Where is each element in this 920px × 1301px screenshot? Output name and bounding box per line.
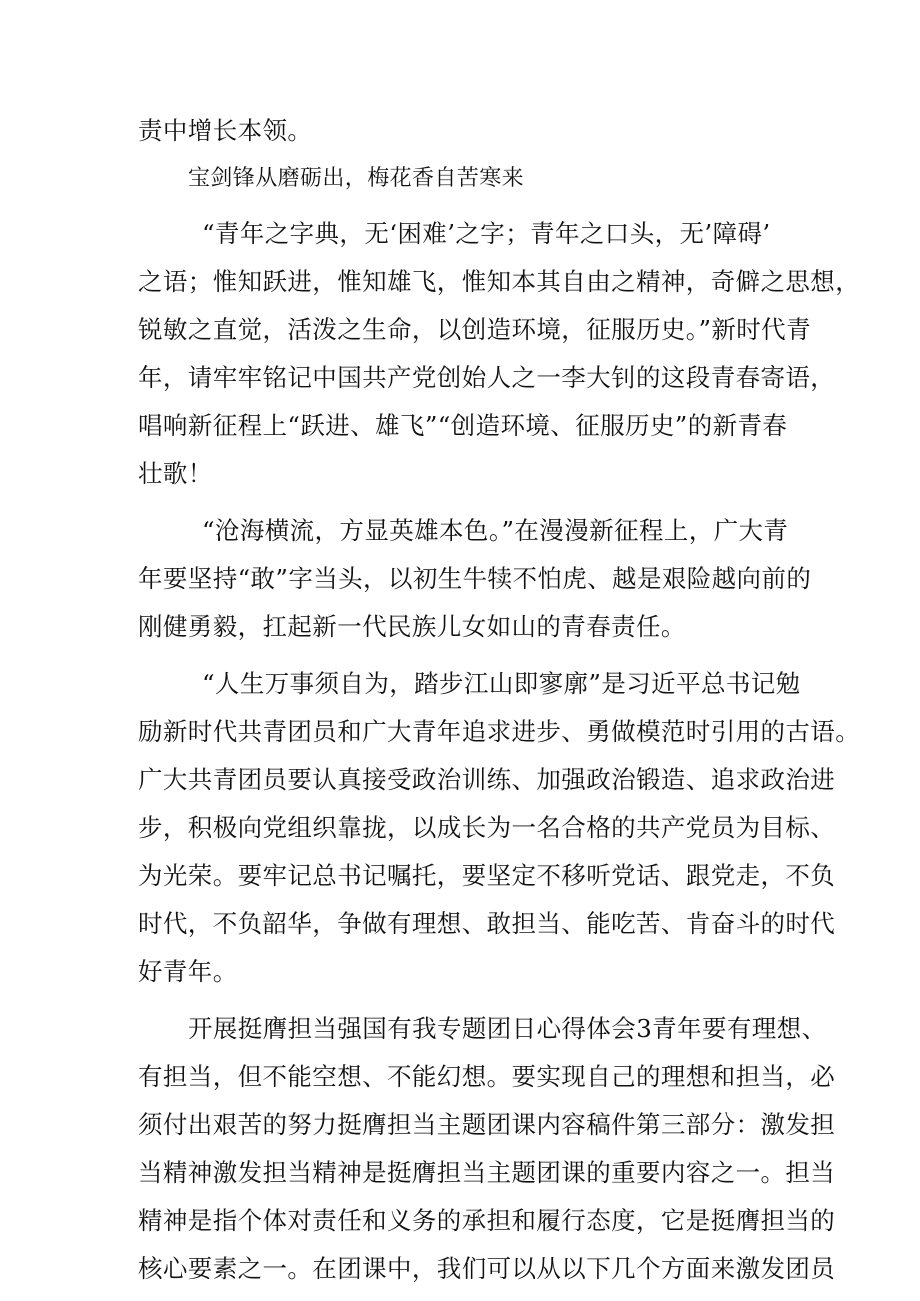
text-line: 精神是指个体对责任和义务的承担和履行态度，它是挺膺担当的 bbox=[138, 1206, 836, 1235]
text-line: 广大共青团员要认真接受政治训练、加强政治锻造、追求政治进 bbox=[138, 765, 836, 794]
text-line: 责中增长本领。 bbox=[138, 116, 313, 145]
text-line: 步，积极向党组织靠拢，以成长为一名合格的共产党员为目标、 bbox=[138, 813, 836, 842]
text-line: 有担当，但不能空想、不能幻想。要实现自己的理想和担当，必 bbox=[138, 1062, 836, 1091]
text-line: 唱响新征程上“跃进、雄飞”“创造环境、征服历史”的新青春 bbox=[138, 411, 788, 440]
text-line: 励新时代共青团员和广大青年追求进步、勇做模范时引用的古语。 bbox=[138, 717, 861, 746]
text-line: 锐敏之直觉，活泼之生命，以创造环境，征服历史。”新时代青 bbox=[138, 315, 811, 344]
text-line: “沧海横流，方显英雄本色。”在漫漫新征程上，广大青 bbox=[202, 516, 789, 545]
text-line: 为光荣。要牢记总书记嘱托，要坚定不移听党话、跟党走，不负 bbox=[138, 861, 836, 890]
text-line: 核心要素之一。在团课中，我们可以从以下几个方面来激发团员 bbox=[138, 1254, 836, 1283]
text-line: 当精神激发担当精神是挺膺担当主题团课的重要内容之一。担当 bbox=[138, 1158, 836, 1187]
text-line: 须付出艰苦的努力挺膺担当主题团课内容稿件第三部分：激发担 bbox=[138, 1110, 836, 1139]
text-line: “人生万事须自为，踏步江山即寥廓”是习近平总书记勉 bbox=[202, 669, 801, 698]
text-line: 年，请牢牢铭记中国共产党创始人之一李大钊的这段青春寄语， bbox=[138, 363, 836, 392]
text-line: 年要坚持“敢”字当头，以初生牛犊不怕虎、越是艰险越向前的 bbox=[138, 564, 812, 593]
text-line: 时代，不负韶华，争做有理想、敢担当、能吃苦、肯奋斗的时代 bbox=[138, 909, 836, 938]
text-line: 壮歌！ bbox=[138, 459, 213, 488]
text-line: 开展挺膺担当强国有我专题团日心得体会3青年要有理想、 bbox=[188, 1014, 827, 1043]
text-line: “青年之字典，无‘困难’之字；青年之口头，无’障碍’ bbox=[202, 219, 771, 248]
text-line: 好青年。 bbox=[138, 957, 238, 986]
section-heading: 宝剑锋从磨砺出，梅花香自苦寒来 bbox=[188, 166, 525, 191]
text-line: 刚健勇毅，扛起新一代民族儿女如山的青春责任。 bbox=[138, 612, 686, 641]
text-line: 之语；惟知跃进，惟知雄飞，惟知本其自由之精神，奇僻之思想， bbox=[138, 267, 861, 296]
